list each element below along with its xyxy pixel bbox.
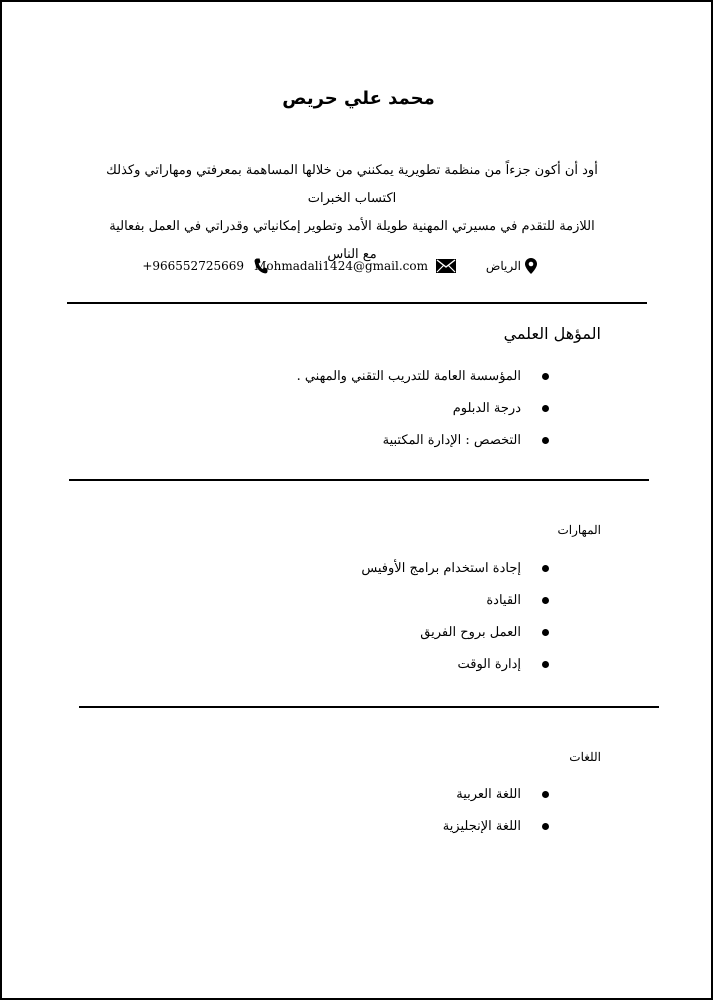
education-list (297, 364, 549, 460)
envelope-icon (436, 259, 456, 273)
contact-phone (142, 254, 268, 278)
list-item: المؤسسة العامة للتدريب التقني والمهني . (297, 364, 549, 396)
section-divider (79, 706, 659, 708)
skills-list (361, 556, 549, 684)
list-item: القيادة (361, 588, 549, 620)
section-divider (69, 479, 649, 481)
skills-title: المهارات (557, 523, 601, 537)
list-item: إجادة استخدام برامج الأوفيس (361, 556, 549, 588)
career-objective (102, 157, 602, 269)
phone-text: +966552725669 (142, 259, 244, 273)
candidate-name: محمد علي حريص (282, 88, 435, 109)
phone-icon (254, 258, 268, 274)
location-text: الرياض (485, 259, 521, 273)
location-pin-icon (525, 258, 537, 274)
list-item: العمل بروح الفريق (361, 620, 549, 652)
contact-location (477, 254, 537, 278)
list-item: إدارة الوقت (361, 652, 549, 684)
education-title: المؤهل العلمي (503, 324, 601, 343)
objective-line-2: اللازمة للتقدم في مسيرتي المهنية طويلة الأمد وتطوير إمكانياتي وقدراتي في العمل بفعالية مع الناس (109, 219, 595, 262)
languages-title: اللغات (569, 750, 601, 764)
email-text[interactable]: Mohmadali1424@gmail.com (254, 259, 428, 273)
languages-list (443, 782, 549, 846)
list-item: اللغة العربية (443, 782, 549, 814)
objective-line-1: أود أن أكون جزءاً من منظمة تطويرية يمكنني من خلالها المساهمة بمعرفتي ومهاراتي وكذلك اكتساب الخبرات (106, 163, 598, 206)
list-item: اللغة الإنجليزية (443, 814, 549, 846)
contact-email (254, 254, 456, 278)
list-item: التخصص : الإدارة المكتبية (297, 428, 549, 460)
section-divider (67, 302, 647, 304)
list-item: درجة الدبلوم (297, 396, 549, 428)
